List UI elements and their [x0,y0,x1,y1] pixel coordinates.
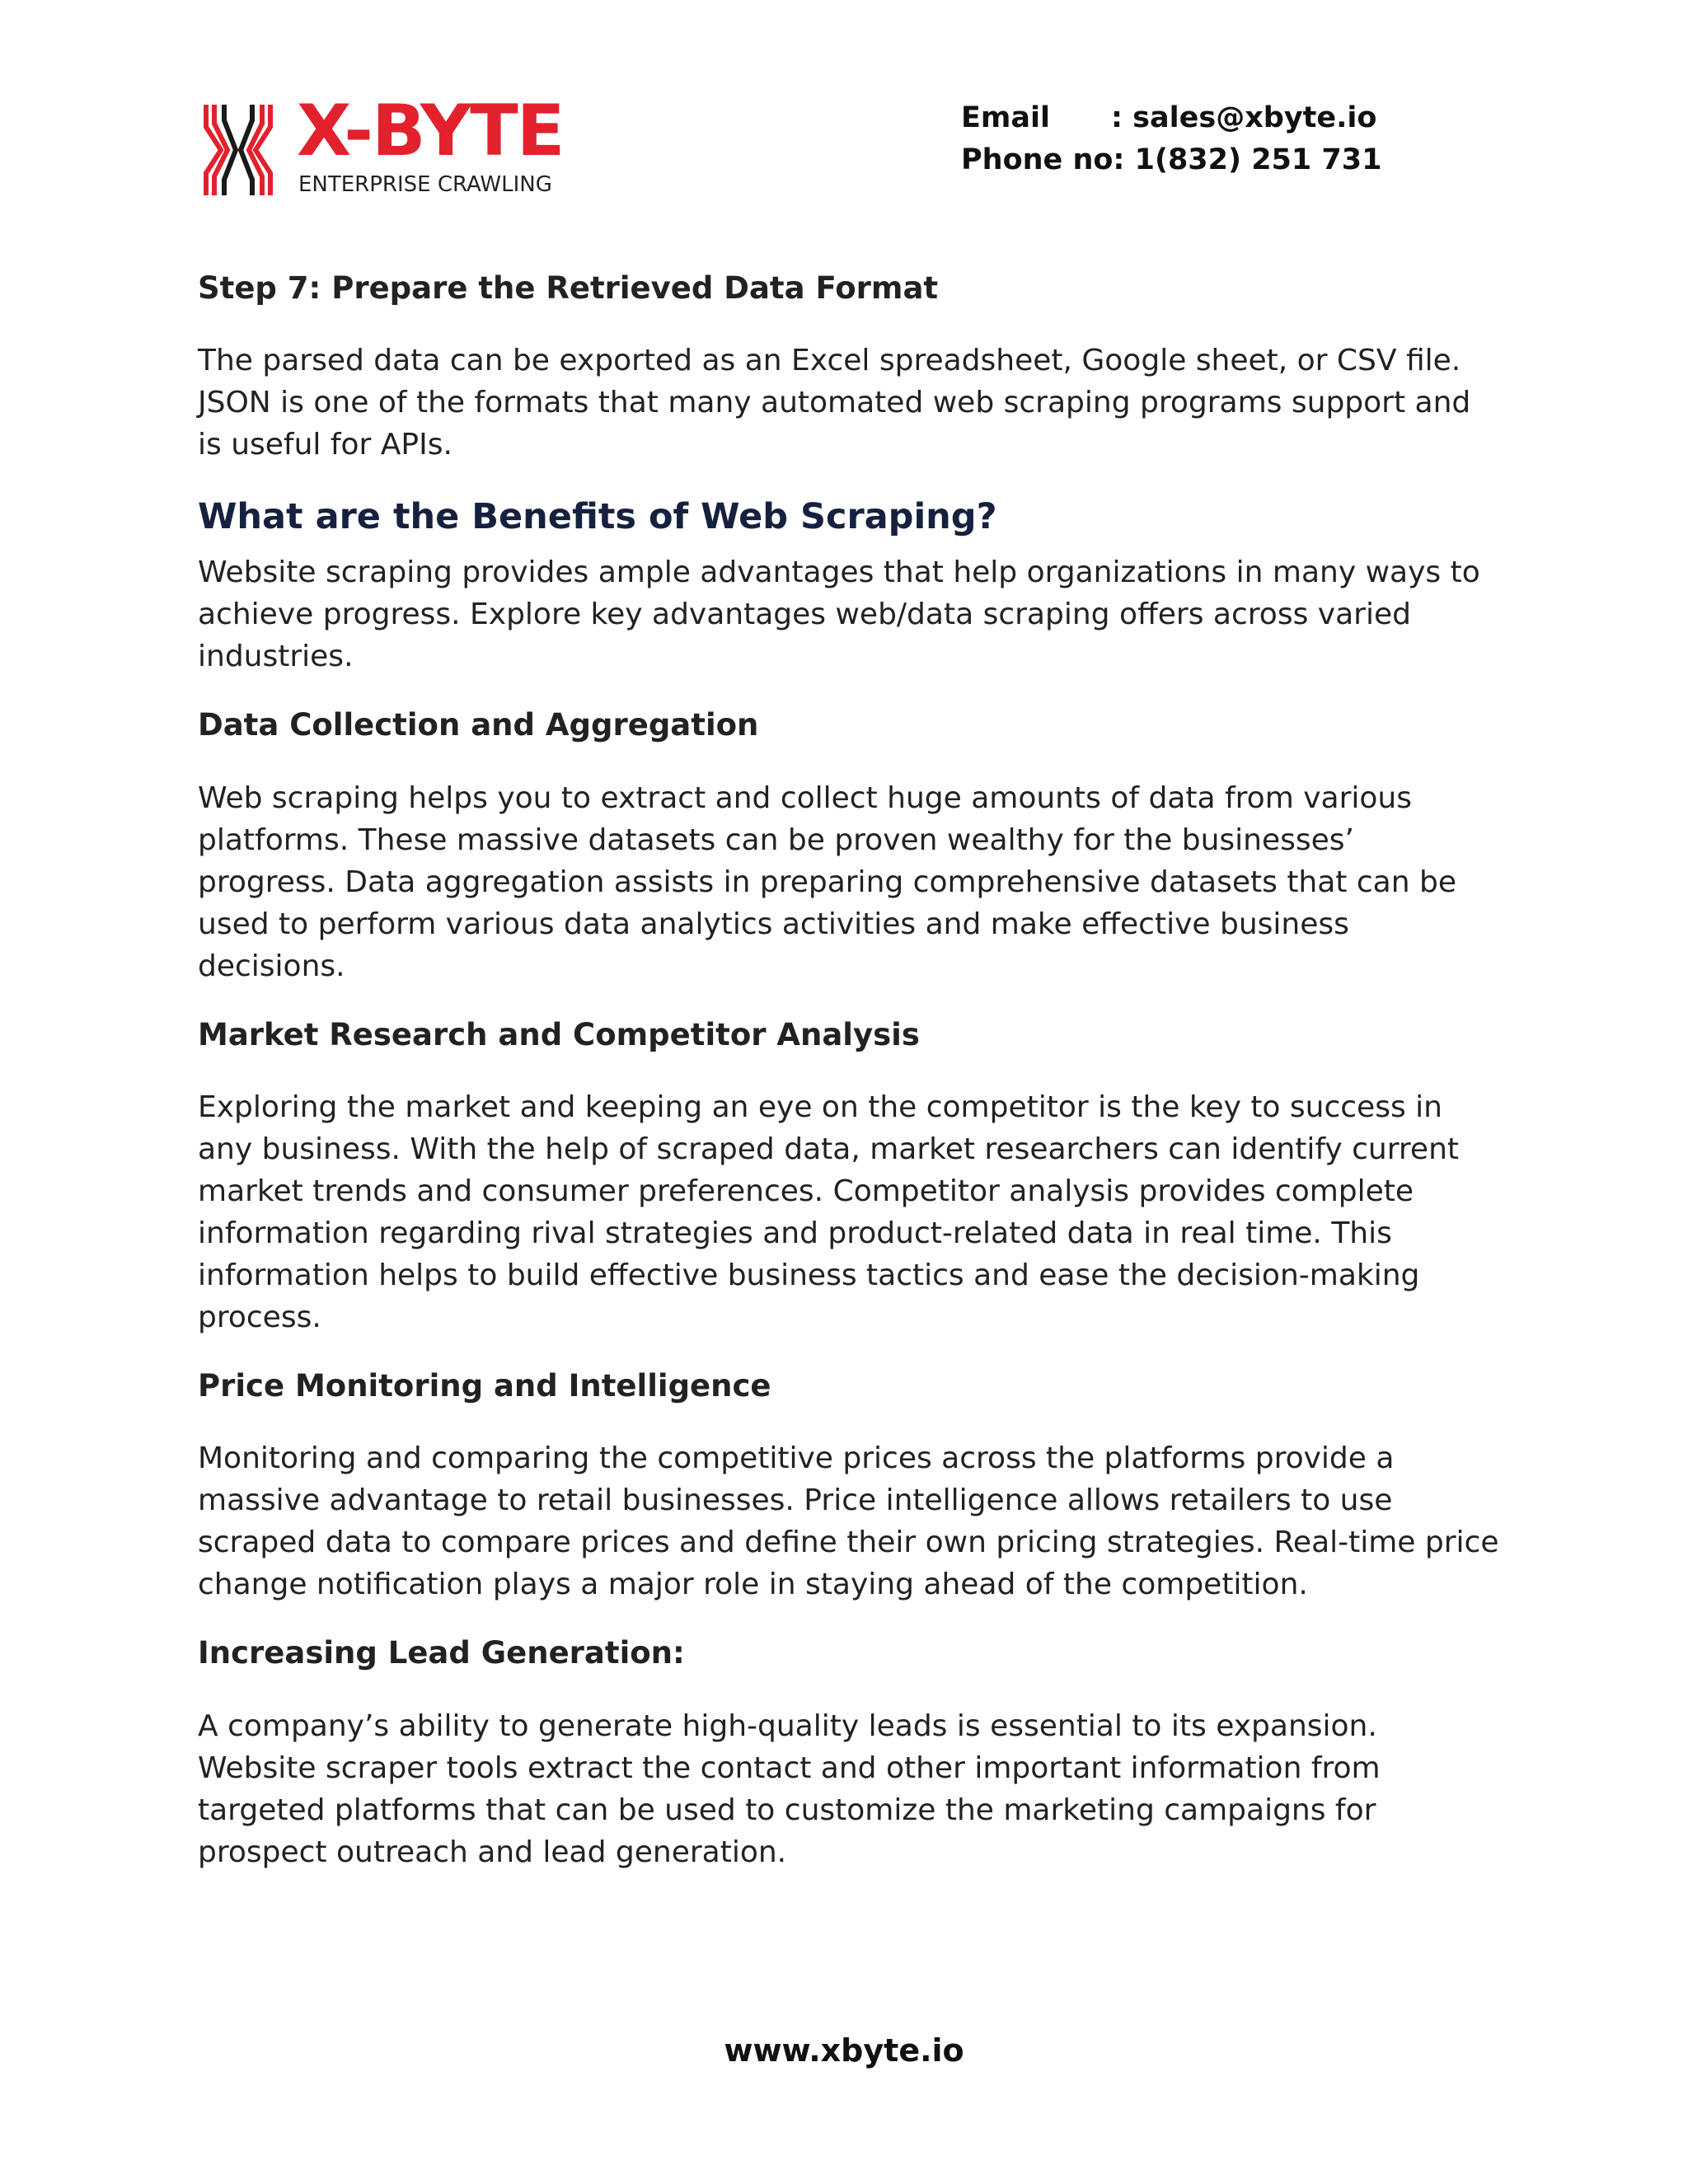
footer-website-link[interactable]: www.xbyte.io [724,2032,964,2069]
section-paragraph-market-research: Exploring the market and keeping an eye on the competitor is the key to success in any business. With the help of scraped data, market researchers can identify current market trends and consumer preferences. Competitor analysis provides complete information regarding rival strategies and product-related data in real time. This information helps to build effective business tactics and ease the decision-making process. [198,1090,1459,1334]
email-value[interactable]: : sales@xbyte.io [1111,101,1377,134]
logo-tagline: ENTERPRISE CRAWLING [298,172,552,197]
benefits-intro: Website scraping provides ample advantages that help organizations in many ways to achieve progress. Explore key advantages web/data scraping offers across varied industries. [198,555,1480,674]
document-body [198,270,1500,1903]
section-paragraph-price-monitoring: Monitoring and comparing the competitive prices across the platforms provide a massive advantage to retail businesses. Price intelligence allows retailers to use scraped data to compare prices and define their own pricing strategies. Real-time price change notification plays a major role in staying ahead of the competition. [198,1441,1499,1602]
phone-row [961,139,1382,181]
step7-heading: Step 7: Prepare the Retrieved Data Format [198,270,939,306]
section-heading-price-monitoring: Price Monitoring and Intelligence [198,1367,771,1404]
section-paragraph-data-collection: Web scraping helps you to extract and collect huge amounts of data from various platforms. These massive datasets can be proven wealthy for the businesses’ progress. Data aggregation assists in preparing comprehensive datasets that can be used to perform various data analytics activities and make effective business decisions. [198,780,1456,983]
section-paragraph-lead-generation: A company’s ability to generate high-quality leads is essential to its expansion. Website scraper tools extract the contact and other important information from targeted platforms that can be used to customize the marketing campaigns for prospect outreach and lead generation. [198,1708,1381,1869]
email-label: Email [961,101,1050,134]
section-heading-lead-generation: Increasing Lead Generation: [198,1635,685,1671]
benefits-title: What are the Benefits of Web Scraping? [198,496,997,538]
section-heading-market-research: Market Research and Competitor Analysis [198,1016,920,1052]
x-byte-logo-mark-icon [203,104,274,196]
section-heading-data-collection: Data Collection and Aggregation [198,707,759,743]
email-row [961,97,1382,139]
step7-paragraph: The parsed data can be exported as an Excel spreadsheet, Google sheet, or CSV file. JSON is one of the formats that many automated web scraping programs support and is useful for APIs. [198,344,1471,462]
phone-value[interactable]: : 1(832) 251 731 [1113,143,1382,176]
company-logo [203,90,582,199]
contact-info [961,97,1382,181]
phone-label: Phone no [961,143,1114,176]
logo-wordmark: X-BYTE [297,90,564,172]
